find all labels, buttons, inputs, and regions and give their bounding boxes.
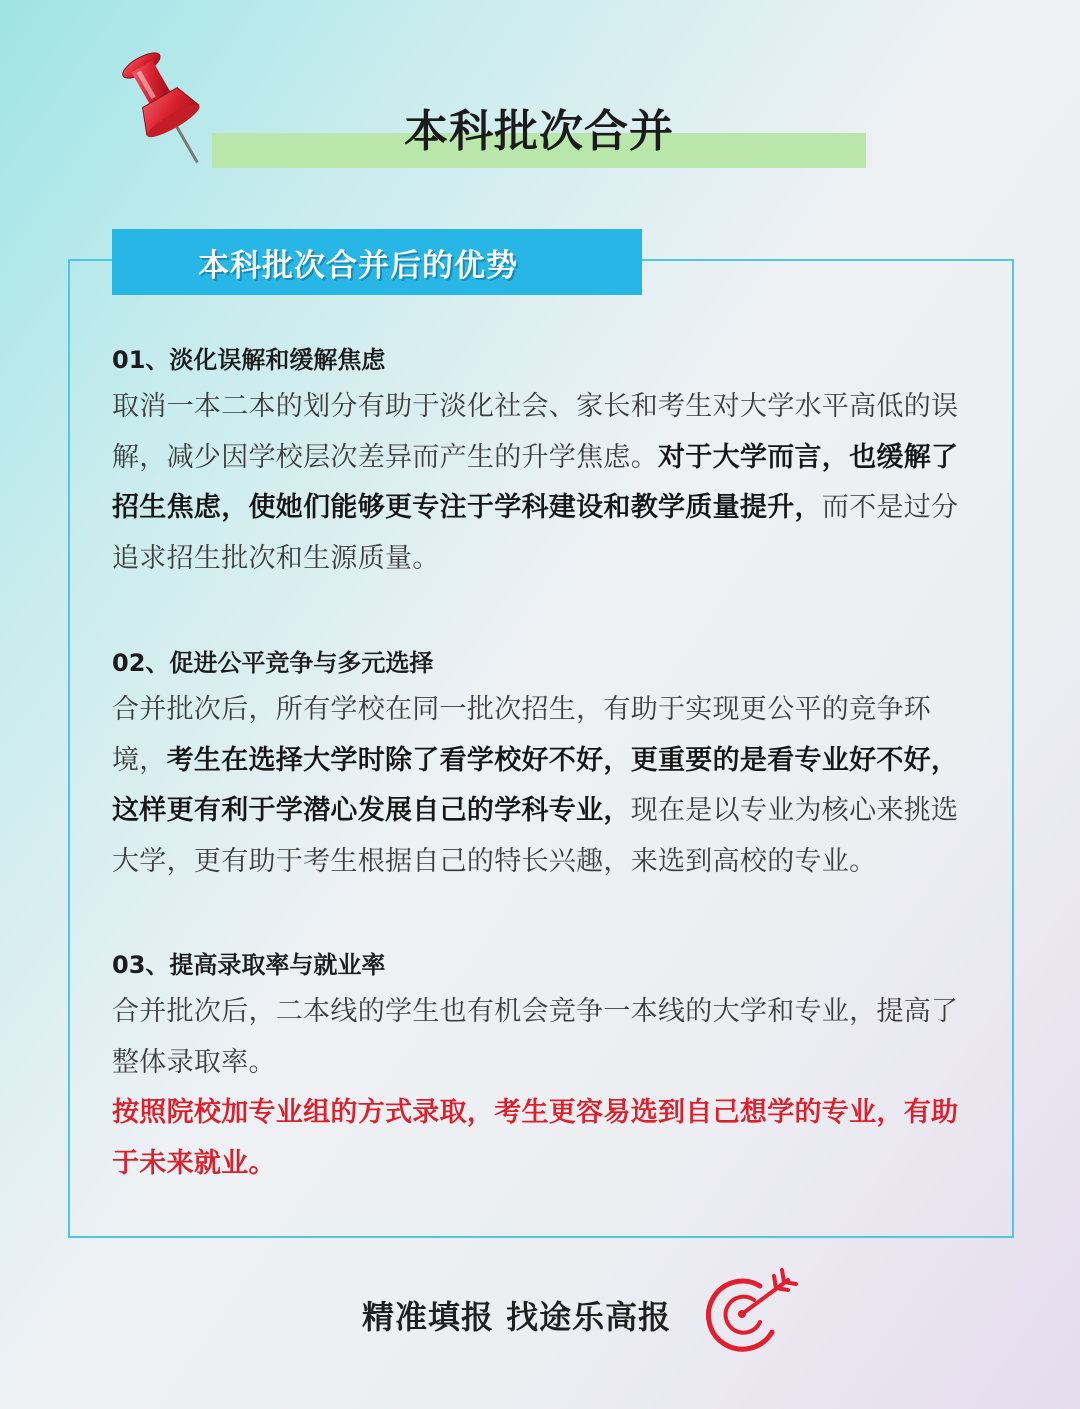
- section-title: 本科批次合并后的优势: [198, 247, 518, 284]
- emphasis-text: 对于大学而言，也缓解了招生焦虑，使她们能够更专注于学科建设和教学质量提升，: [112, 441, 959, 523]
- advantage-heading: 01、淡化误解和缓解焦虑: [112, 346, 386, 374]
- push-pin-icon: [118, 50, 208, 172]
- advantage-text: [112, 382, 972, 584]
- advantage-item-2: [112, 641, 972, 887]
- target-arrow-icon: [702, 1264, 800, 1356]
- footer-slogan: 精准填报 找途乐高报: [362, 1298, 672, 1336]
- advantage-text: [112, 685, 972, 887]
- body-text: 现在是以专业为核心来挑选大学，更有助于考生根据自己的特长兴趣，来选到高校的专业。: [112, 795, 959, 877]
- body-text: 合并批次后，所有学校在同一批次招生，有助于实现更公平的竞争环境，: [112, 694, 931, 776]
- advantage-heading: 02、促进公平竞争与多元选择: [112, 649, 434, 677]
- advantage-item-3: [112, 943, 972, 1189]
- advantage-heading: 03、提高录取率与就业率: [112, 951, 386, 979]
- body-text: 取消一本二本的划分有助于淡化社会、家长和考生对大学水平高低的误解，减少因学校层次差异而产生的升学焦虑。: [112, 391, 959, 473]
- advantage-text: [112, 987, 972, 1189]
- section-header: [112, 229, 642, 295]
- body-text: 而不是过分追求招生批次和生源质量。: [112, 492, 959, 574]
- emphasis-text: 考生在选择大学时除了看学校好不好，更重要的是看专业好不好，这样更有利于学潜心发展自己的学科专业，: [112, 744, 959, 826]
- advantage-item-1: [112, 338, 972, 584]
- page-title: 本科批次合并: [404, 106, 674, 157]
- highlight-text: 按照院校加专业组的方式录取，考生更容易选到自己想学的专业，有助于未来就业。: [112, 1097, 959, 1179]
- body-text: 合并批次后，二本线的学生也有机会竞争一本线的大学和专业，提高了整体录取率。: [112, 996, 959, 1078]
